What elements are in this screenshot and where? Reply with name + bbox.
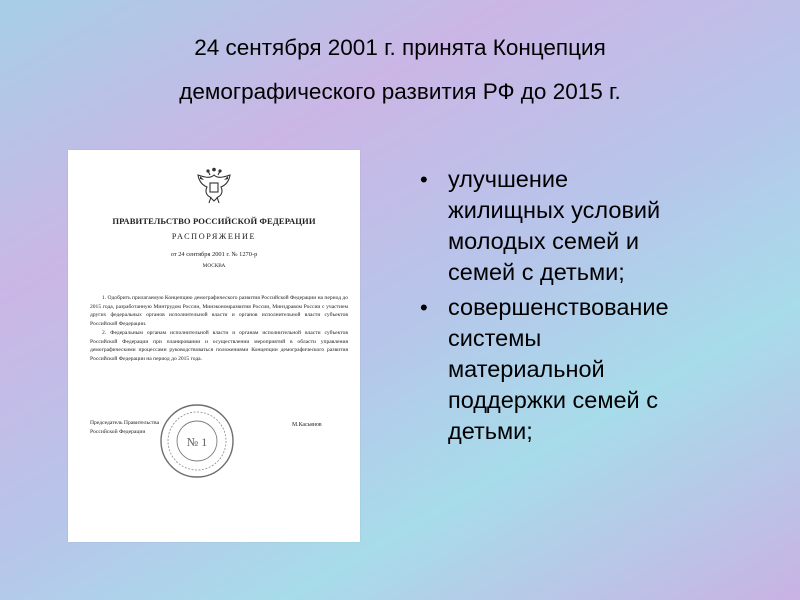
official-seal-icon	[158, 402, 236, 480]
bullet-marker: •	[420, 295, 428, 320]
document-paragraph-2: 2. Федеральным органам исполнительной власти и органам исполнительной власти субъектов Российской Федерации при планировании и осуществлении мероприятий в области управления демографическими процессами руководствоваться положениями Концепции демографического развития Российской Федерации на период до 2015 года.	[90, 330, 348, 362]
bullet-item-housing	[418, 164, 778, 288]
bullet-text	[448, 292, 778, 447]
stamp-number: № 1	[186, 435, 208, 449]
bullet-line: совершенствование	[448, 294, 669, 320]
bullet-line: молодых семей и	[448, 228, 639, 254]
document-date-line: от 24 сентября 2001 г. № 1270-р	[170, 251, 258, 258]
signer-position-line-2: Российской Федерации	[90, 428, 146, 435]
document-order-word: РАСПОРЯЖЕНИЕ	[171, 232, 257, 241]
slide-title-line-2: демографического развития РФ до 2015 г.	[179, 79, 621, 104]
bullet-list	[418, 164, 778, 451]
signer-position-line-1: Председатель Правительства	[90, 420, 160, 426]
bullet-line: системы	[448, 325, 542, 351]
bullet-line: семей с детьми;	[448, 259, 625, 285]
document-government-title: ПРАВИТЕЛЬСТВО РОССИЙСКОЙ ФЕДЕРАЦИИ	[112, 216, 316, 226]
document-body	[90, 294, 348, 364]
document-signer-name: М.Касьянов	[292, 422, 322, 428]
bullet-line: поддержки семей с	[448, 387, 658, 413]
bullet-marker: •	[420, 167, 428, 192]
document-paragraph-1: 1. Одобрить прилагаемую Концепцию демографического развития Российской Федерации на период до 2015 года, разработанную Минтрудом России, Минэкономразвития России, Минздравом России с участием других федеральных органов исполнительной власти и органов исполнительной власти субъектов Российской Федерации.	[90, 295, 348, 327]
bullet-text	[448, 164, 778, 288]
decree-document-image	[68, 150, 360, 542]
bullet-line: жилищных условий	[448, 197, 661, 223]
bullet-line: улучшение	[448, 166, 569, 192]
bullet-item-support	[418, 292, 778, 447]
bullet-line: материальной	[448, 356, 605, 382]
bullet-line: детьми;	[448, 418, 533, 444]
document-signer-position	[90, 419, 159, 436]
russian-coat-of-arms-icon	[190, 167, 238, 207]
slide-title	[60, 26, 740, 114]
document-city: МОСКВА	[202, 263, 226, 269]
slide-title-line-1: 24 сентября 2001 г. принята Концепция	[194, 35, 606, 60]
